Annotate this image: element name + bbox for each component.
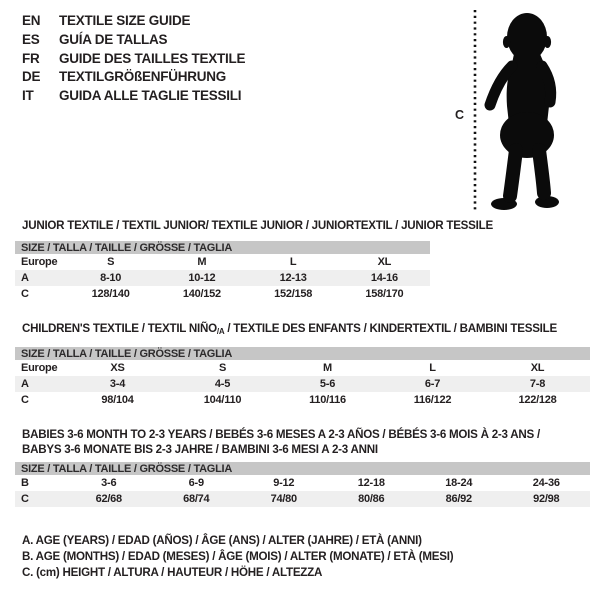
age-cell: 3-4 <box>109 378 126 390</box>
age-cell: 6-7 <box>424 378 441 390</box>
footnote-age-months: B. AGE (MONTHS) / EDAD (MESES) / ÂGE (MOIS) / ALTER (MONATE) / ETÀ (MESI) <box>22 550 454 563</box>
table-title <box>22 322 590 339</box>
babies-textile-table <box>15 427 590 507</box>
lang-code: IT <box>22 88 34 104</box>
table-row-age <box>15 270 430 286</box>
title-line-2: BABYS 3-6 MONATE BIS 2-3 JAHRE / BAMBINI 3-6 MESI A 2-3 ANNI <box>22 443 378 456</box>
row-label: Europe <box>21 362 58 374</box>
months-cell: 12-18 <box>357 477 385 489</box>
height-cell: 116/122 <box>413 394 452 406</box>
table-row-height <box>15 392 590 408</box>
lang-label: TEXTILE SIZE GUIDE <box>59 13 191 28</box>
lang-label: TEXTILGRÖßENFÜHRUNG <box>59 69 226 85</box>
lang-label: GUIDA ALLE TAGLIE TESSILI <box>59 88 242 104</box>
months-cell: 24-36 <box>532 477 560 489</box>
row-label: C <box>21 493 29 505</box>
height-cell: 158/170 <box>365 288 404 300</box>
height-cell: 140/152 <box>182 288 221 300</box>
lang-code: FR <box>22 50 40 66</box>
table-title <box>22 427 590 457</box>
months-cell: 3-6 <box>101 477 117 489</box>
size-cell: L <box>429 362 436 374</box>
height-line-label: C <box>455 108 464 122</box>
row-label: Europe <box>21 256 58 268</box>
height-cell: 110/116 <box>309 394 346 406</box>
height-cell: 152/158 <box>274 288 313 300</box>
size-cell: S <box>107 256 115 268</box>
age-cell: 8-10 <box>100 272 122 284</box>
height-cell: 68/74 <box>183 493 210 505</box>
size-cell: XL <box>377 256 392 268</box>
age-cell: 14-16 <box>370 272 398 284</box>
lang-row-es <box>22 31 245 50</box>
table-row-months <box>15 475 590 491</box>
age-cell: 7-8 <box>529 378 546 390</box>
height-cell: 128/140 <box>91 288 130 300</box>
height-cell: 98/104 <box>101 394 134 406</box>
title-line-1: BABIES 3-6 MONTH TO 2-3 YEARS / BEBÉS 3-6 MESES A 2-3 AÑOS / BÉBÉS 3-6 MOIS À 2-3 ANS / <box>22 428 540 441</box>
height-cell: 86/92 <box>445 493 472 505</box>
height-cell: 122/128 <box>518 394 557 406</box>
footnote-age-years: A. AGE (YEARS) / EDAD (AÑOS) / ÂGE (ANS) / ALTER (JAHRE) / ETÀ (ANNI) <box>22 534 422 547</box>
months-cell: 18-24 <box>445 477 473 489</box>
months-cell: 6-9 <box>188 477 204 489</box>
size-cell: S <box>218 362 227 374</box>
table-row-europe <box>15 360 590 376</box>
table-title: JUNIOR TEXTILE / TEXTIL JUNIOR/ TEXTILE JUNIOR / JUNIORTEXTIL / JUNIOR TESSILE <box>22 219 493 232</box>
age-cell: 10-12 <box>188 272 216 284</box>
table-row-age <box>15 376 590 392</box>
height-cell: 92/98 <box>533 493 560 505</box>
size-cell: M <box>197 256 207 268</box>
row-label: A <box>21 378 29 390</box>
height-cell: 104/110 <box>203 394 242 406</box>
lang-row-it <box>22 87 245 106</box>
title-part: / TEXTILE DES ENFANTS / KINDERTEXTIL / BAMBINI TESSILE <box>224 322 557 335</box>
lang-code: EN <box>22 13 41 28</box>
junior-textile-table <box>15 219 493 302</box>
months-cell: 9-12 <box>273 477 295 489</box>
lang-code: ES <box>22 31 40 47</box>
language-header <box>22 12 245 106</box>
age-cell: 5-6 <box>319 378 336 390</box>
lang-label: GUIDE DES TAILLES TEXTILE <box>59 50 246 66</box>
row-label: C <box>21 288 29 300</box>
lang-row-en <box>22 12 245 31</box>
lang-row-de <box>22 68 245 87</box>
size-header-bar: SIZE / TALLA / TAILLE / GRÖSSE / TAGLIA <box>15 241 430 254</box>
size-header-bar: SIZE / TALLA / TAILLE / GRÖSSE / TAGLIA <box>15 347 590 360</box>
row-label: A <box>21 272 29 284</box>
legend-footnotes <box>22 533 453 581</box>
size-cell: M <box>323 362 332 374</box>
table-row-height <box>15 286 430 302</box>
row-label: C <box>21 394 29 406</box>
age-cell: 4-5 <box>214 378 231 390</box>
title-subscript: /A <box>216 327 225 336</box>
lang-code: DE <box>22 69 41 85</box>
table-row-europe <box>15 254 430 270</box>
height-cell: 80/86 <box>358 493 385 505</box>
size-cell: XS <box>110 362 125 374</box>
height-cell: 74/80 <box>270 493 297 505</box>
size-cell: XL <box>530 362 545 374</box>
height-figure <box>448 4 596 216</box>
childrens-textile-table <box>15 322 590 408</box>
lang-label: GUÍA DE TALLAS <box>59 31 168 47</box>
baby-silhouette-icon <box>448 4 596 216</box>
height-cell: 62/68 <box>95 493 122 505</box>
size-cell: L <box>289 256 297 268</box>
age-cell: 12-13 <box>279 272 307 284</box>
title-part: CHILDREN'S TEXTILE / TEXTIL NIÑO <box>22 322 217 335</box>
row-label: B <box>21 477 29 489</box>
table-row-height <box>15 491 590 507</box>
size-header-bar: SIZE / TALLA / TAILLE / GRÖSSE / TAGLIA <box>15 462 590 475</box>
lang-row-fr <box>22 50 245 69</box>
footnote-height: C. (cm) HEIGHT / ALTURA / HAUTEUR / HÖHE / ALTEZZA <box>22 566 323 579</box>
